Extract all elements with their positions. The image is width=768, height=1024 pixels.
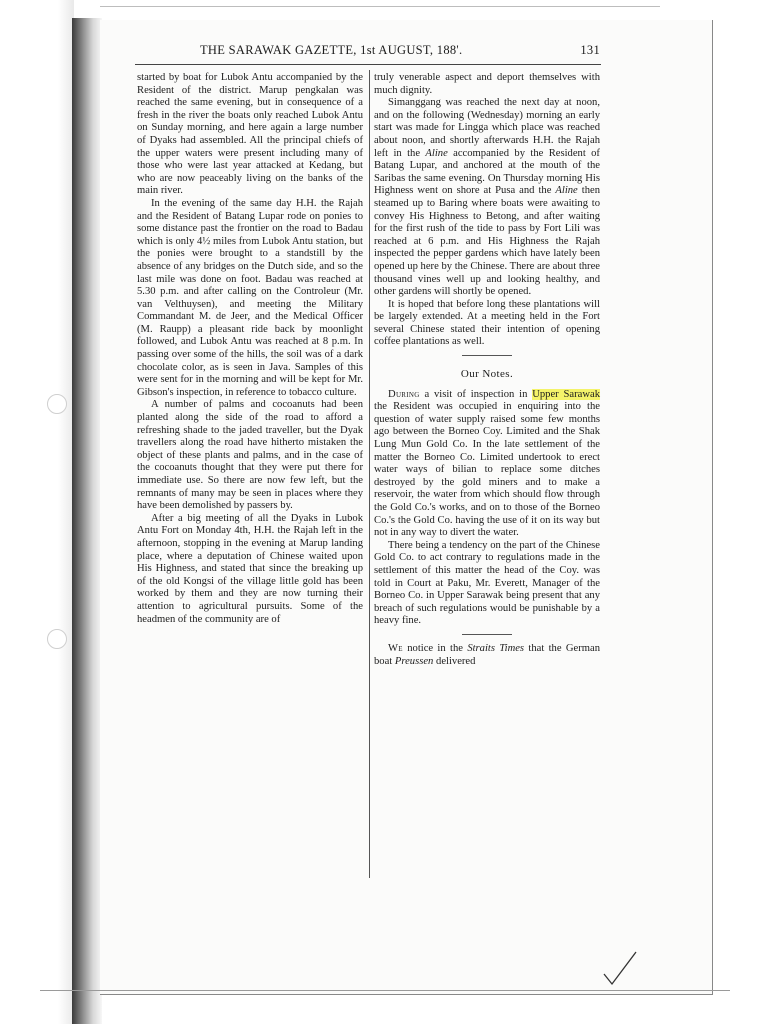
left-column — [137, 72, 363, 626]
punch-hole-bottom — [47, 629, 67, 649]
scan-binding-shadow — [72, 18, 102, 1024]
notes-heading: Our Notes. — [460, 368, 514, 381]
ship-name-aline-2: Aline — [555, 185, 578, 197]
left-paragraph-3: A number of palms and cocoanuts had been planted along the side of the road to afford a refreshing shade to the jaded traveller, but the Dyak travellers along the road have hitherto mistaken the object of these plants and palms, and in the case of the cocoanuts thought that they were put there for immediate use. So there are now few left, but the remnants of many may be seen in places where they have been demolished by passers by. — [137, 399, 363, 512]
column-divider — [369, 70, 370, 878]
left-paragraph-2: In the evening of the same day H.H. the Rajah and the Resident of Batang Lupar rode on ponies to some distance past the frontier on the road to Badau which is only 4½ miles from Lubok Antu station, but the ponies were brought to a standstill by the absence of any bridges on the Dutch side, and so the last mile was done on foot. Badau was reached at 5.30 p.m. and after calling on the Controleur (Mr. van Velthuysen), and meeting the Military Commandant M. de Jeer, and the Medical Officer (M. Raupp) a pleasant ride back by moonlight followed, and Lubok Antu was reached at 8 p.m. In passing over some of the hills, the soil was of a dark chocolate color, as is seen in Java. Samples of this were sent for in the morning and will be kept for Mr. Gibson's inspection, in reference to tobacco culture. — [137, 197, 363, 398]
notes-paragraph-1 — [374, 389, 600, 540]
right-column — [374, 72, 600, 668]
p2-text-b: accompanied by the Resident of Batang Lupar, and anchored at the mouth of the Saribas the same evening. On Thursday morning His Highness went on shore at Pusa and the — [374, 147, 600, 197]
notes-separator — [462, 634, 512, 635]
n3-text-c: delivered — [436, 655, 476, 667]
p2-text-a: Simanggang was reached the next day at noon, and on the following (Wednesday) morning an early start was made for Lingga which place was reached about noon, and shortly afterwards H.H. the Rajah left in the — [374, 97, 600, 159]
notes-paragraph-3 — [374, 643, 600, 668]
n1-text-a: a visit of inspection in — [424, 388, 528, 400]
header-rule — [135, 64, 601, 65]
right-paragraph-2 — [374, 97, 600, 299]
right-paragraph-3: It is hoped that before long these plantations will be largely extended. At a meeting held in the Fort several Chinese stated their intention of opening coffee plantations as well. — [374, 298, 600, 348]
checkmark-icon — [600, 948, 640, 988]
notes-paragraph-2: There being a tendency on the part of the Chinese Gold Co. to act contrary to regulations made in the settlement of this matter the head of the Coy. was told in Court at Paku, Mr. Everett, Manager of the Borneo Co. in Upper Sarawak being present that any breach of such regulations would be punishable by a heavy fine. — [374, 539, 600, 627]
top-edge-line — [100, 6, 660, 7]
n1-text-b: the Resident was occupied in enquiring into the question of water supply raised some few months ago between the Borneo Coy. Limited and the Shak Lung Mun Gold Co. In the late settlement of the matter the Borneo Co. Limited undertook to erect water ways of bilian to replace some ditches destroyed by the gold miners and to make a reservoir, the water from which should flow through the Gold Co.'s works, and on to those of the Borneo Co.'s the Gold Co. having the use of it on its way but not in any way to divert the water. — [374, 401, 600, 539]
p2-text-c: then steamed up to Baring where boats were awaiting to convey His Highness to Betong, and after waiting for the first rush of the tide to pass by Fort Lili was reached at 6 p.m. and His Highness the Rajah inspected the pepper gardens which have lately been opened up here by the Chinese. There are about three thousand vines well up and looking healthy, and other gardens will shortly be opened. — [374, 185, 601, 298]
right-paragraph-1: truly venerable aspect and deport themselves with much dignity. — [374, 72, 600, 96]
ship-name-aline: Aline — [425, 147, 448, 159]
section-separator — [462, 355, 512, 356]
notes-lead-word: During — [388, 388, 420, 400]
bottom-scan-line — [40, 990, 730, 991]
page-header — [110, 43, 600, 63]
page-number: 131 — [580, 43, 600, 57]
notes-lead-word-2: We — [388, 642, 403, 654]
highlighted-upper-sarawak: Upper Sarawak — [532, 388, 600, 400]
left-paragraph-4: After a big meeting of all the Dyaks in Lubok Antu Fort on Monday 4th, H.H. the Rajah left in the afternoon, stopping in the evening at Marup landing place, where a deputation of Chinese waited upon His Highness, and stated that since the breaking up of the old Kongsi of the village little gold has been worked by them and they are now turning their attention to agricultural pursuits. Some of the headmen of the community are of — [137, 512, 363, 625]
n3-text-a: notice in the — [407, 642, 463, 654]
gazette-title: THE SARAWAK GAZETTE, 1st AUGUST, 188'. — [200, 43, 463, 57]
punch-hole-top — [47, 394, 67, 414]
newspaper-name: Straits Times — [467, 642, 525, 654]
ship-name-preussen: Preussen — [394, 655, 434, 667]
left-paragraph-1: started by boat for Lubok Antu accompanied by the Resident of the district. Marup pengkalan was reached the same evening, but in consequence of a fresh in the river the boats only reached Lubok Antu on Sunday morning, and here again a large number of Dyaks had assembled. All the principal chiefs of the upper waters were present including many of those who were last year attacked at Kedang, but who are now peaceably living on the banks of the main river. — [137, 72, 363, 197]
n3-text-b: that the German boat — [374, 642, 601, 667]
